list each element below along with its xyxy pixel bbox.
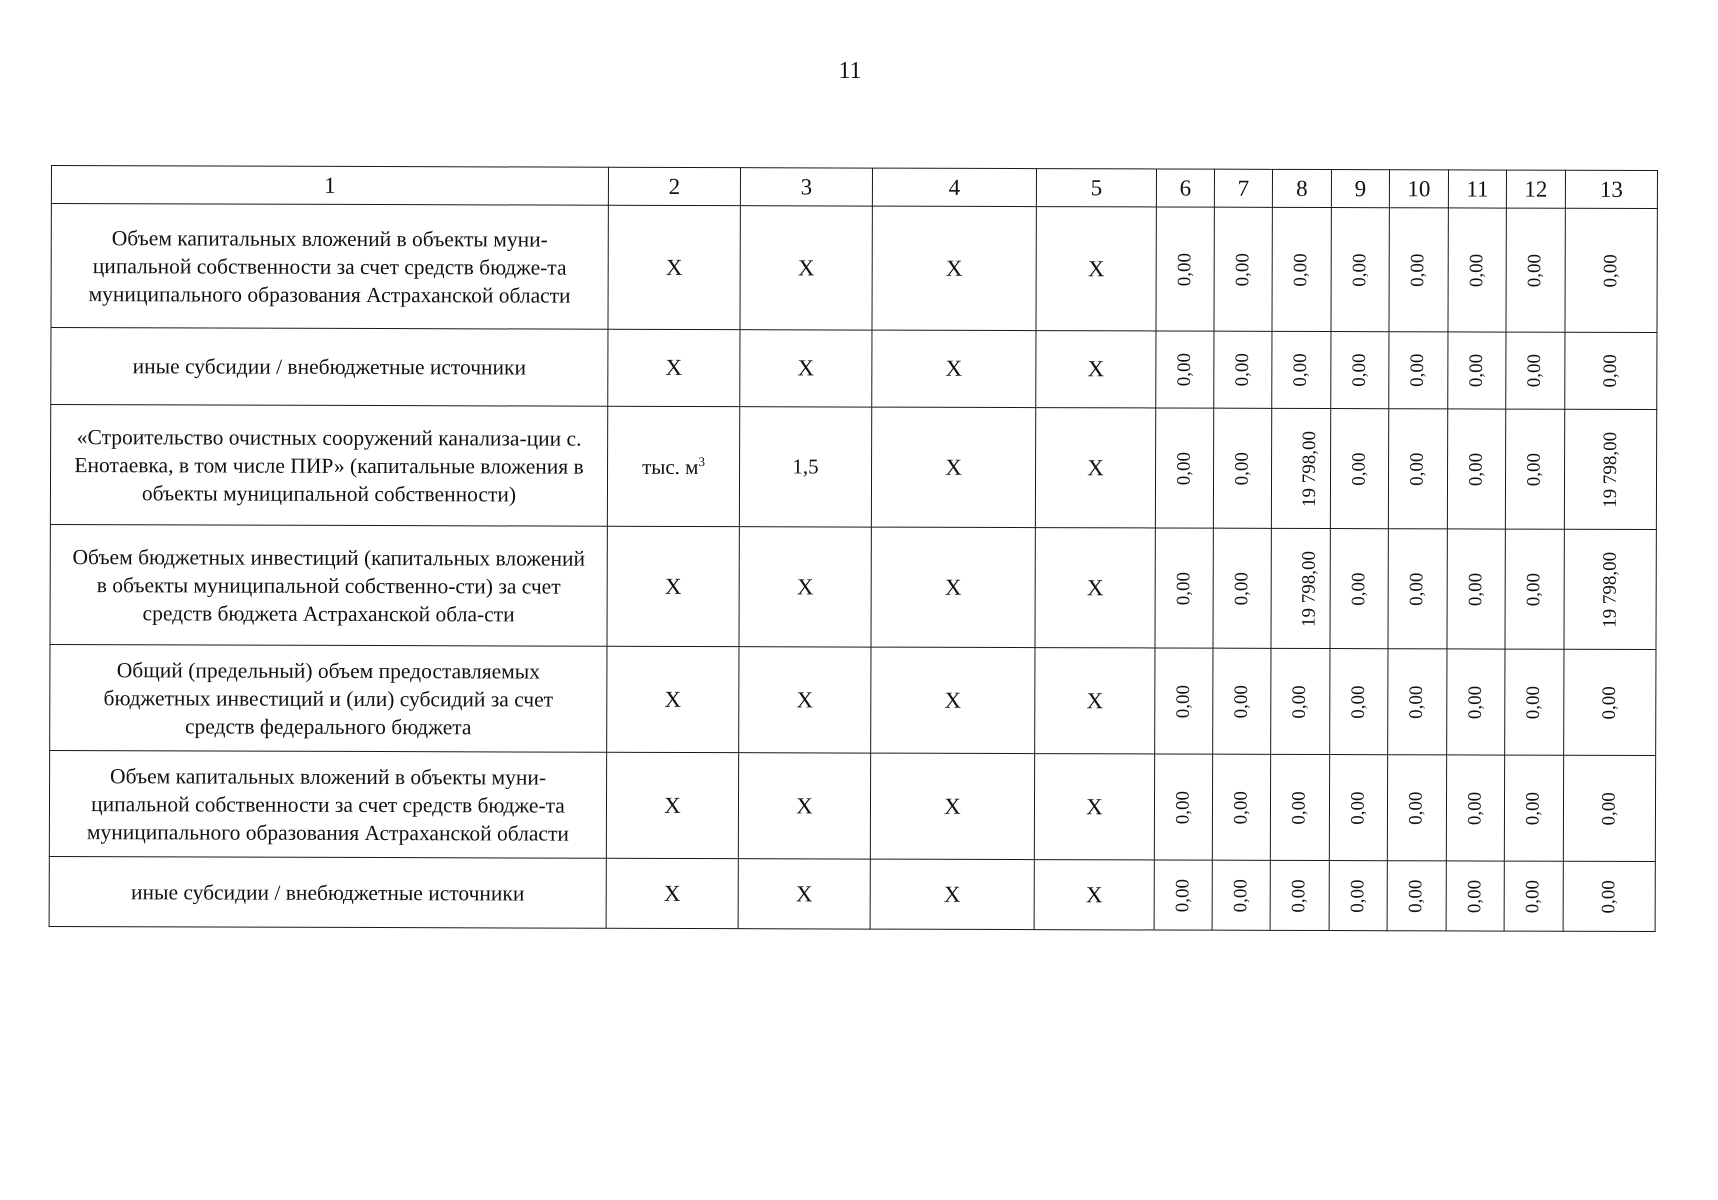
header-row: [51, 166, 1657, 209]
value-cell: [1213, 648, 1271, 754]
value-text: 0,00: [1289, 684, 1311, 719]
table-row: [49, 750, 1655, 861]
value-cell: [1154, 860, 1212, 930]
row-label: Объем капитальных вложений в объекты муни-ципальной собственности за счет средств бюдже-та муниципального образования Астраханской области: [49, 750, 606, 858]
value-cell: [1389, 332, 1448, 409]
value-text: 0,00: [1173, 571, 1195, 605]
budget-table: [49, 165, 1658, 932]
value-text: 0,00: [1230, 878, 1252, 912]
header-col-10: 10: [1389, 170, 1448, 208]
value-text: 19 798,00: [1298, 430, 1321, 507]
page-number: 11: [838, 58, 862, 84]
value-text: 0,00: [1524, 253, 1546, 287]
value-text: 0,00: [1232, 252, 1254, 286]
value-cell: [1213, 528, 1271, 648]
value-text: 0,00: [1173, 451, 1195, 485]
value-cell: [1506, 332, 1565, 409]
value-cell: [1214, 207, 1272, 331]
value-text: 0,00: [1407, 353, 1429, 387]
col4-cell: Х: [870, 753, 1034, 860]
table-body: [49, 204, 1657, 932]
value-cell: [1331, 208, 1389, 332]
row-label: Общий (предельный) объем предоставляемых бюджетных инвестиций и (или) субсидий за счет средств федерального бюджета: [50, 644, 607, 752]
value-cell: [1330, 649, 1388, 755]
unit-cell: [606, 752, 738, 858]
value-cell: [1505, 409, 1564, 529]
header-col-7: 7: [1214, 169, 1272, 207]
col3-cell: 1,5: [739, 407, 871, 527]
value-cell: [1447, 409, 1505, 529]
unit-text: тыс. м: [642, 454, 699, 479]
value-text: 0,00: [1172, 878, 1194, 912]
value-cell: [1155, 648, 1213, 754]
value-text: 0,00: [1465, 353, 1487, 388]
table-row: [50, 524, 1656, 649]
value-text: 0,00: [1173, 352, 1195, 387]
col5-cell: Х: [1034, 860, 1154, 930]
value-text: 0,00: [1230, 684, 1252, 718]
value-cell: [1563, 861, 1655, 931]
value-text: 19 798,00: [1599, 431, 1621, 508]
unit-cell: [607, 646, 739, 752]
value-cell: [1330, 529, 1388, 649]
header-col-9: 9: [1331, 170, 1389, 208]
header-col-5: 5: [1036, 169, 1156, 207]
header-col-8: 8: [1272, 169, 1331, 207]
value-cell: [1388, 529, 1447, 649]
value-cell: [1154, 754, 1212, 860]
col5-cell: Х: [1035, 648, 1155, 754]
unit-text: Х: [665, 354, 683, 380]
value-text: 0,00: [1466, 253, 1488, 287]
table-row: [49, 856, 1655, 931]
value-text: 0,00: [1598, 879, 1620, 914]
table-row: [50, 644, 1656, 755]
value-text: 0,00: [1347, 790, 1369, 825]
value-cell: [1271, 648, 1330, 754]
header-col-3: 3: [740, 168, 872, 206]
unit-text: Х: [665, 254, 683, 280]
value-text: 0,00: [1288, 878, 1310, 913]
unit-cell: [607, 406, 739, 526]
value-text: 0,00: [1290, 353, 1312, 387]
value-text: 0,00: [1600, 253, 1622, 288]
value-cell: [1389, 208, 1448, 332]
value-text: 0,00: [1231, 571, 1253, 605]
value-text: 0,00: [1348, 571, 1370, 606]
col3-cell: Х: [740, 330, 872, 407]
value-text: 0,00: [1290, 252, 1312, 287]
value-cell: [1156, 207, 1214, 331]
value-text: 0,00: [1464, 791, 1486, 825]
col5-cell: Х: [1035, 528, 1155, 648]
value-cell: [1388, 649, 1447, 755]
col5-cell: Х: [1036, 207, 1156, 331]
value-cell: [1446, 755, 1504, 861]
value-cell: [1564, 649, 1656, 755]
value-cell: [1214, 331, 1272, 408]
table-header: [51, 166, 1657, 209]
value-text: 0,00: [1598, 791, 1620, 826]
col5-cell: Х: [1035, 408, 1155, 528]
value-cell: [1564, 529, 1656, 649]
col3-cell: Х: [739, 647, 871, 753]
value-text: 0,00: [1405, 879, 1427, 913]
value-text: 0,00: [1523, 572, 1545, 606]
value-cell: [1387, 755, 1446, 861]
value-cell: [1270, 754, 1329, 860]
value-text: 0,00: [1599, 354, 1621, 388]
col5-cell: Х: [1034, 754, 1154, 860]
value-text: 0,00: [1405, 791, 1428, 825]
value-text: 0,00: [1522, 791, 1545, 825]
value-cell: [1272, 207, 1331, 331]
value-cell: [1505, 529, 1564, 649]
value-text: 0,00: [1406, 572, 1428, 606]
value-cell: [1329, 755, 1387, 861]
unit-text: Х: [664, 573, 682, 599]
value-text: 0,00: [1464, 685, 1486, 719]
header-col-4: 4: [872, 168, 1036, 207]
value-text: 0,00: [1349, 252, 1371, 287]
value-cell: [1447, 649, 1505, 755]
value-cell: [1506, 208, 1565, 332]
unit-cell: [606, 858, 738, 928]
unit-cell: [608, 329, 740, 406]
header-col-6: 6: [1156, 169, 1214, 207]
unit-superscript: 3: [698, 453, 706, 469]
value-text: 0,00: [1348, 353, 1370, 387]
row-label: Объем капитальных вложений в объекты муни-ципальной собственности за счет средств бюдже-та муниципального образования Астраханской области: [51, 204, 608, 330]
value-cell: [1155, 528, 1213, 648]
col4-cell: Х: [870, 859, 1034, 930]
value-text: 0,00: [1465, 572, 1487, 606]
col4-cell: Х: [871, 527, 1035, 648]
col3-cell: Х: [739, 527, 871, 647]
col4-cell: Х: [872, 206, 1036, 331]
value-text: 0,00: [1288, 790, 1311, 825]
unit-cell: [608, 205, 740, 329]
value-text: 0,00: [1407, 452, 1429, 486]
table-row: [51, 204, 1657, 333]
value-cell: [1448, 208, 1506, 332]
value-cell: [1156, 331, 1214, 408]
value-cell: [1564, 409, 1656, 529]
col4-cell: Х: [872, 330, 1036, 408]
value-text: 0,00: [1230, 790, 1252, 824]
value-text: 0,00: [1231, 451, 1253, 485]
header-col-1: 1: [51, 166, 608, 206]
header-col-2: 2: [608, 167, 740, 205]
col3-cell: Х: [738, 753, 870, 859]
value-text: 0,00: [1172, 684, 1194, 718]
value-cell: [1565, 332, 1657, 409]
row-label: иные субсидии / внебюджетные источники: [51, 328, 608, 407]
col3-cell: Х: [738, 859, 870, 929]
col3-cell: Х: [740, 206, 872, 330]
value-cell: [1155, 408, 1213, 528]
value-text: 0,00: [1598, 685, 1620, 720]
value-cell: [1212, 754, 1270, 860]
unit-text: Х: [664, 686, 682, 712]
table-row: [50, 405, 1656, 530]
col5-cell: Х: [1036, 331, 1156, 408]
col4-cell: Х: [871, 647, 1035, 754]
value-text: 0,00: [1172, 790, 1194, 824]
value-text: 0,00: [1524, 354, 1546, 388]
value-text: 0,00: [1347, 684, 1369, 719]
value-cell: [1504, 755, 1563, 861]
value-cell: [1331, 332, 1389, 409]
value-cell: [1329, 861, 1387, 931]
value-cell: [1272, 331, 1331, 408]
header-col-13: 13: [1565, 170, 1657, 208]
value-cell: [1446, 861, 1504, 931]
header-col-12: 12: [1506, 170, 1565, 208]
budget-table-container: [49, 165, 1658, 932]
col4-cell: Х: [871, 407, 1035, 528]
value-cell: [1563, 755, 1655, 861]
value-text: 0,00: [1464, 879, 1486, 913]
value-text: 0,00: [1523, 685, 1545, 719]
unit-text: Х: [664, 792, 681, 818]
value-text: 0,00: [1174, 252, 1196, 286]
value-cell: [1330, 409, 1388, 529]
value-cell: [1270, 860, 1329, 930]
unit-text: Х: [663, 880, 681, 906]
row-label: «Строительство очистных сооружений канализа-ции с. Енотаевка, в том числе ПИР» (капитальные вложения в объекты муниципальной собственности): [50, 405, 607, 527]
value-cell: [1504, 861, 1563, 931]
value-cell: [1212, 860, 1270, 930]
value-cell: [1271, 408, 1330, 528]
value-cell: [1271, 528, 1330, 648]
header-col-11: 11: [1448, 170, 1506, 208]
unit-cell: [607, 526, 739, 646]
value-cell: [1505, 649, 1564, 755]
value-text: 19 798,00: [1599, 551, 1621, 628]
value-text: 0,00: [1407, 253, 1429, 287]
row-label: Объем бюджетных инвестиций (капитальных вложений в объекты муниципальной собственно-сти) за счет средств бюджета Астраханской обла-сти: [50, 524, 607, 646]
table-row: [51, 328, 1657, 410]
value-cell: [1448, 332, 1506, 409]
value-cell: [1388, 409, 1447, 529]
value-text: 0,00: [1231, 353, 1253, 387]
value-cell: [1387, 861, 1446, 931]
value-text: 0,00: [1465, 452, 1487, 486]
value-cell: [1565, 208, 1657, 332]
row-label: иные субсидии / внебюджетные источники: [49, 856, 606, 928]
value-text: 0,00: [1406, 685, 1428, 719]
value-text: 0,00: [1348, 451, 1370, 486]
value-cell: [1213, 408, 1271, 528]
value-text: 0,00: [1523, 452, 1546, 486]
value-text: 0,00: [1522, 879, 1544, 913]
value-cell: [1447, 529, 1505, 649]
value-text: 19 798,00: [1298, 550, 1320, 627]
value-text: 0,00: [1347, 878, 1369, 913]
